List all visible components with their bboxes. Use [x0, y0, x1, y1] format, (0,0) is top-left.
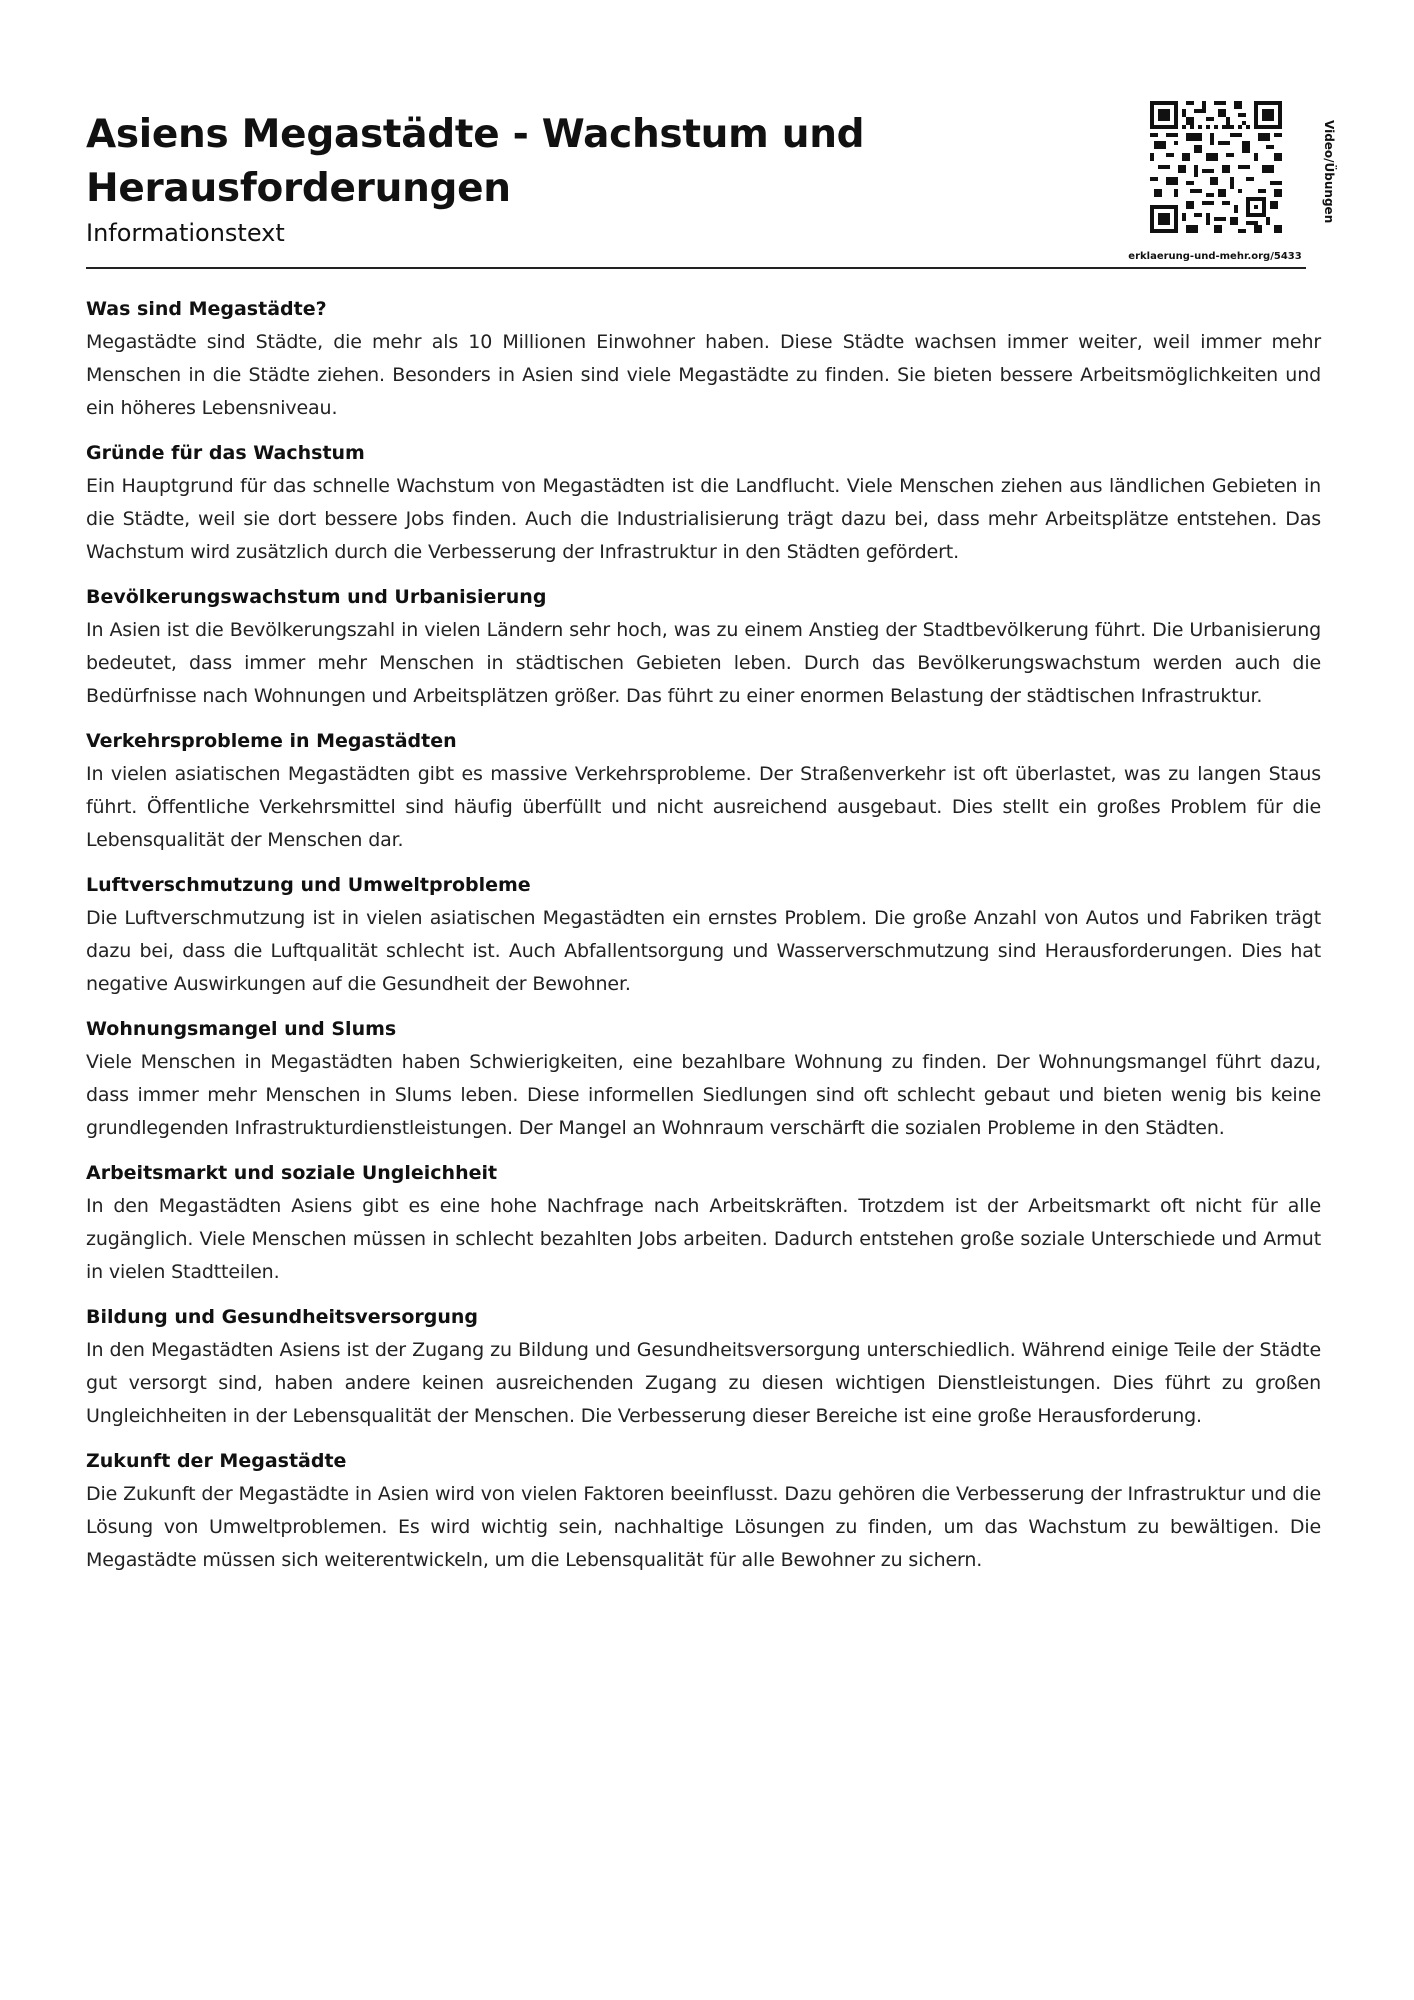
article-body [86, 293, 1321, 1589]
section-verkehr [86, 725, 1321, 857]
section-text: In Asien ist die Bevölkerungszahl in vielen Ländern sehr hoch, was zu einem Anstieg der Stadtbevölkerung führt. Die Urbanisierung bedeutet, dass immer mehr Menschen in städtischen Gebieten leben. Durch das Bevölkerungswachstum werden auch die Bedürfnisse nach Wohnungen und Arbeitsplätzen größer. Das führt zu einer enormen Belastung der städtischen Infrastruktur. [86, 619, 1321, 707]
section-heading: Arbeitsmarkt und soziale Ungleichheit [86, 1162, 498, 1184]
qr-code-icon[interactable] [1150, 101, 1282, 233]
section-luft [86, 869, 1321, 1001]
section-heading: Bildung und Gesundheitsversorgung [86, 1306, 479, 1328]
section-text: Die Luftverschmutzung ist in vielen asiatischen Megastädten ein ernstes Problem. Die große Anzahl von Autos und Fabriken trägt dazu bei, dass die Luftqualität schlecht ist. Auch Abfallentsorgung und Wasserverschmutzung sind Herausforderungen. Dies hat negative Auswirkungen auf die Gesundheit der Bewohner. [86, 907, 1321, 995]
section-bevoelkerung [86, 581, 1321, 713]
section-heading: Luftverschmutzung und Umweltprobleme [86, 874, 531, 896]
qr-url[interactable]: erklaerung-und-mehr.org/5433 [1128, 251, 1302, 262]
header-divider [86, 267, 1306, 269]
section-bildung [86, 1301, 1321, 1433]
section-text: In den Megastädten Asiens gibt es eine hohe Nachfrage nach Arbeitskräften. Trotzdem ist der Arbeitsmarkt oft nicht für alle zugänglich. Viele Menschen müssen in schlecht bezahlten Jobs arbeiten. Dadurch entstehen große soziale Unterschiede und Armut in vielen Stadtteilen. [86, 1195, 1321, 1283]
section-zukunft [86, 1445, 1321, 1577]
section-heading: Gründe für das Wachstum [86, 442, 365, 464]
document-header [86, 108, 1306, 268]
section-text: Viele Menschen in Megastädten haben Schwierigkeiten, eine bezahlbare Wohnung zu finden. Der Wohnungsmangel führt dazu, dass immer mehr Menschen in Slums leben. Diese informellen Siedlungen sind oft schlecht gebaut und bieten wenig bis keine grundlegenden Infrastrukturdienstleistungen. Der Mangel an Wohnraum verschärft die sozialen Probleme in den Städten. [86, 1051, 1321, 1139]
page-title: Asiens Megastädte - Wachstum und Herausforderungen [86, 112, 865, 211]
page-subtitle: Informationstext [86, 219, 285, 247]
section-wohnung [86, 1013, 1321, 1145]
section-text: In vielen asiatischen Megastädten gibt es massive Verkehrsprobleme. Der Straßenverkehr ist oft überlastet, was zu langen Staus führt. Öffentliche Verkehrsmittel sind häufig überfüllt und nicht ausreichend ausgebaut. Dies stellt ein großes Problem für die Lebensqualität der Menschen dar. [86, 763, 1321, 851]
section-text: Megastädte sind Städte, die mehr als 10 Millionen Einwohner haben. Diese Städte wachsen immer weiter, weil immer mehr Menschen in die Städte ziehen. Besonders in Asien sind viele Megastädte zu finden. Sie bieten bessere Arbeitsmöglichkeiten und ein höheres Lebensniveau. [86, 331, 1321, 419]
section-text: Die Zukunft der Megastädte in Asien wird von vielen Faktoren beeinflusst. Dazu gehören die Verbesserung der Infrastruktur und die Lösung von Umweltproblemen. Es wird wichtig sein, nachhaltige Lösungen zu finden, um das Wachstum zu bewältigen. Die Megastädte müssen sich weiterentwickeln, um die Lebensqualität für alle Bewohner zu sichern. [86, 1483, 1321, 1571]
section-text: Ein Hauptgrund für das schnelle Wachstum von Megastädten ist die Landflucht. Viele Menschen ziehen aus ländlichen Gebieten in die Städte, weil sie dort bessere Jobs finden. Auch die Industrialisierung trägt dazu bei, dass mehr Arbeitsplätze entstehen. Das Wachstum wird zusätzlich durch die Verbesserung der Infrastruktur in den Städten gefördert. [86, 475, 1321, 563]
section-gruende [86, 437, 1321, 569]
section-heading: Wohnungsmangel und Slums [86, 1018, 397, 1040]
section-heading: Bevölkerungswachstum und Urbanisierung [86, 586, 547, 608]
section-heading: Verkehrsprobleme in Megastädten [86, 730, 457, 752]
section-heading: Was sind Megastädte? [86, 298, 327, 320]
section-heading: Zukunft der Megastädte [86, 1450, 347, 1472]
section-text: In den Megastädten Asiens ist der Zugang zu Bildung und Gesundheitsversorgung unterschiedlich. Während einige Teile der Städte gut versorgt sind, haben andere keinen ausreichenden Zugang zu diesen wichtigen Dienstleistungen. Dies führt zu großen Ungleichheiten in der Lebensqualität der Menschen. Die Verbesserung dieser Bereiche ist eine große Herausforderung. [86, 1339, 1321, 1427]
section-megastaedte [86, 293, 1321, 425]
video-exercises-label: Video/Übungen [1322, 120, 1336, 224]
section-arbeitsmarkt [86, 1157, 1321, 1289]
